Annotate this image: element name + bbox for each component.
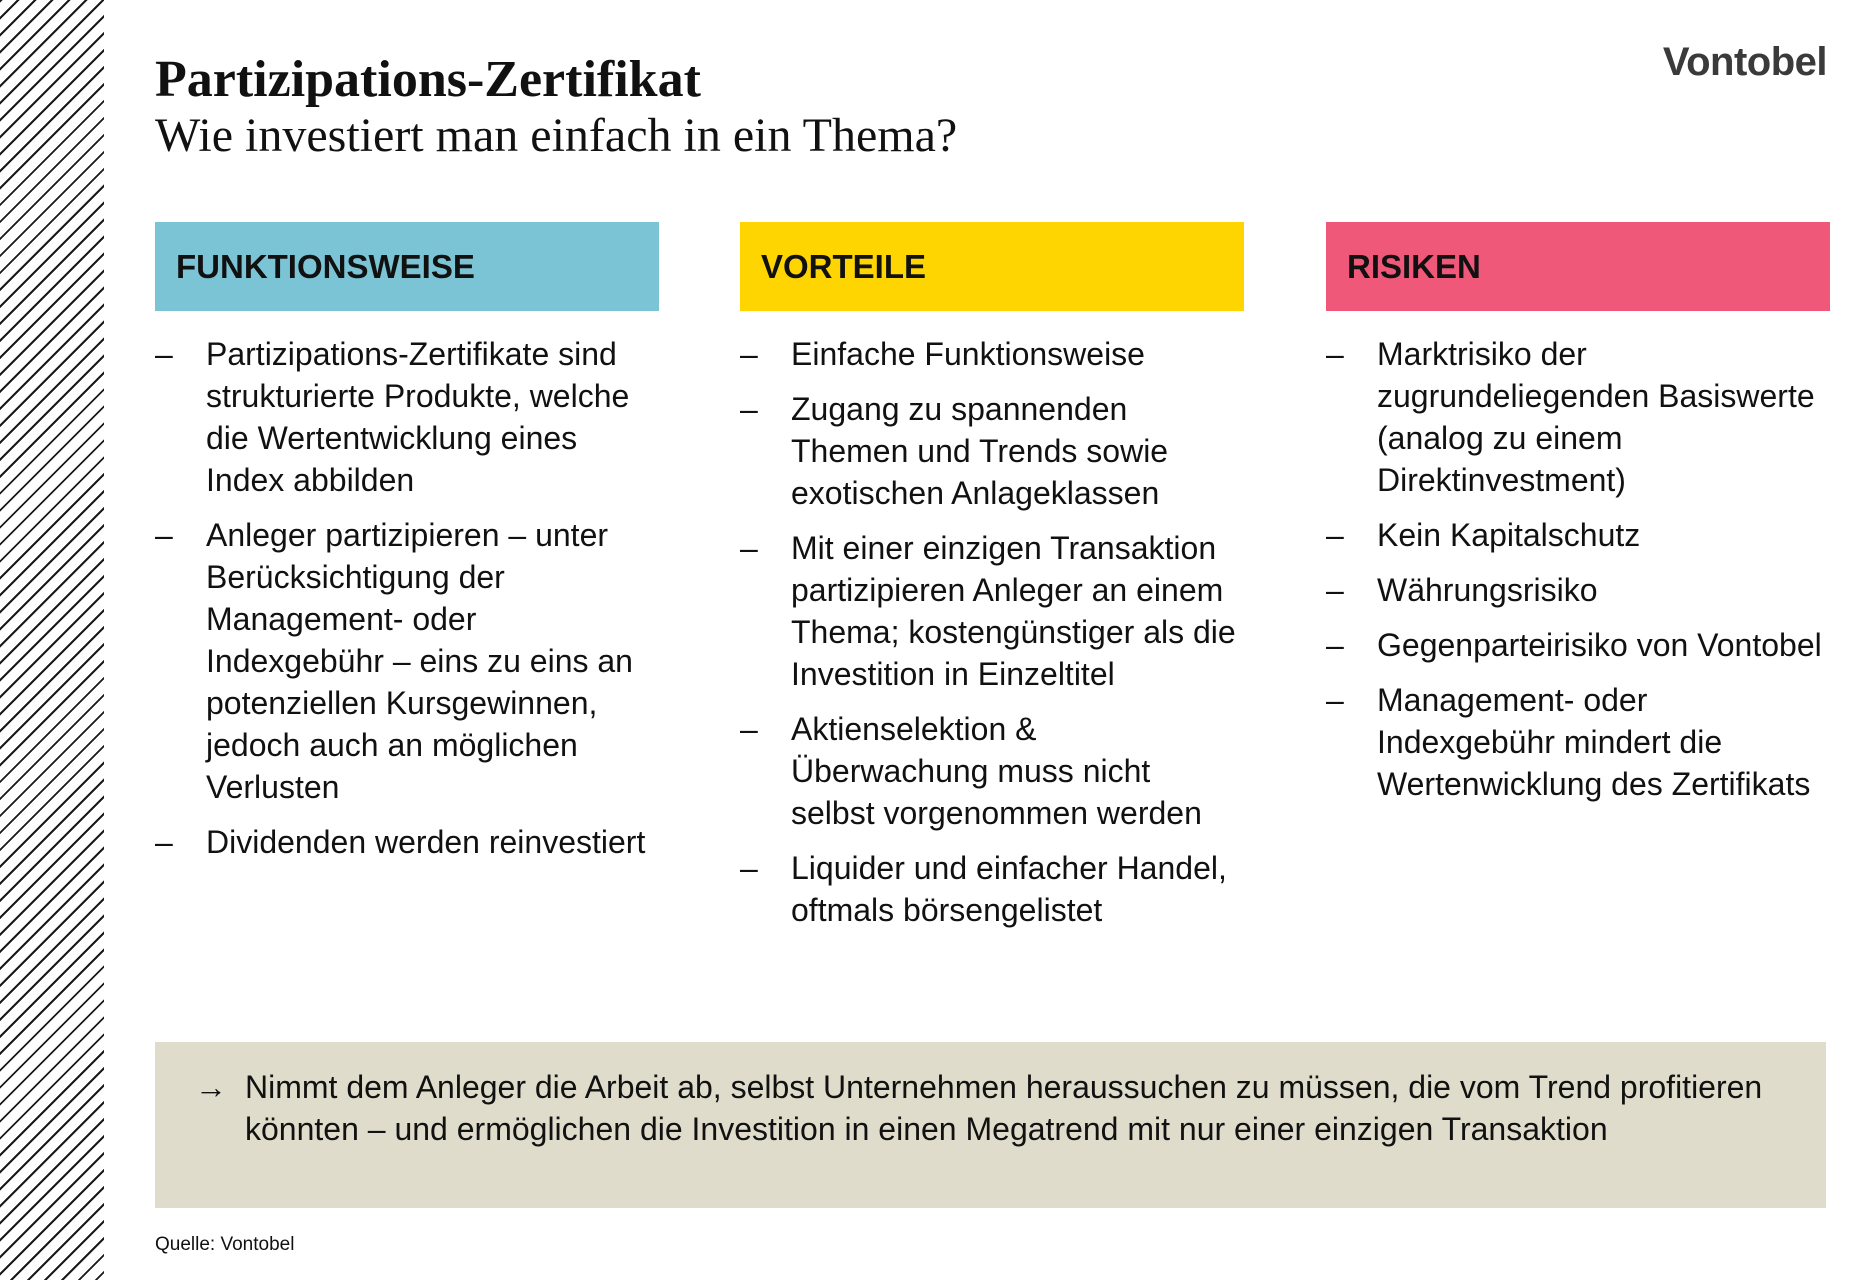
slide-title: Partizipations-Zertifikat	[155, 51, 701, 108]
dash-bullet: –	[1326, 682, 1344, 718]
list-item-text: Liquider und einfacher Handel, oftmals börsengelistet	[791, 850, 1227, 928]
dash-bullet: –	[740, 711, 758, 747]
list-item-text: Mit einer einzigen Transaktion partizipieren Anleger an einem Thema; kostengünstiger als die Investition in Einzeltitel	[791, 530, 1236, 692]
hatched-side-strip	[0, 0, 104, 1280]
column-heading	[1326, 222, 1830, 311]
column-heading	[155, 222, 659, 311]
dash-bullet: –	[1326, 336, 1344, 372]
list-item	[740, 388, 1244, 514]
list-item	[1326, 569, 1830, 611]
list-item	[155, 333, 659, 501]
list-item	[740, 333, 1244, 375]
column-heading-text: FUNKTIONSWEISE	[176, 247, 475, 285]
dash-bullet: –	[1326, 517, 1344, 553]
list-item-text: Partizipations-Zertifikate sind strukturierte Produkte, welche die Wertentwicklung eines Index abbilden	[206, 336, 630, 498]
list-item	[740, 708, 1244, 834]
vontobel-logo: Vontobel	[1662, 40, 1827, 84]
summary-note-box	[155, 1042, 1826, 1208]
summary-note-text: Nimmt dem Anleger die Arbeit ab, selbst Unternehmen heraussuchen zu müssen, die vom Trend profitieren könnten – und ermöglichen die Investition in einen Megatrend mit nur einer einzigen Transaktion	[245, 1069, 1763, 1147]
list-item-text: Währungsrisiko	[1377, 572, 1598, 608]
dash-bullet: –	[740, 850, 758, 886]
list-item	[1326, 333, 1830, 501]
dash-bullet: –	[740, 391, 758, 427]
dash-bullet: –	[740, 336, 758, 372]
column-heading-text: VORTEILE	[761, 247, 927, 285]
dash-bullet: –	[155, 336, 173, 372]
list-item-text: Anleger partizipieren – unter Berücksichtigung der Management- oder Indexgebühr – eins zu eins an potenziellen Kursgewinnen, jedoch auch an möglichen Verlusten	[206, 517, 633, 805]
dash-bullet: –	[1326, 572, 1344, 608]
source-footnote: Quelle: Vontobel	[155, 1234, 295, 1255]
list-item	[740, 527, 1244, 695]
summary-note-row	[195, 1066, 1786, 1150]
list-item	[1326, 624, 1830, 666]
arrow-right-icon: →	[195, 1069, 227, 1105]
column-risiken	[1326, 222, 1830, 818]
bullet-list	[155, 333, 659, 863]
list-item-text: Zugang zu spannenden Themen und Trends sowie exotischen Anlageklassen	[791, 391, 1169, 511]
column-heading-text: RISIKEN	[1347, 247, 1481, 285]
list-item	[1326, 514, 1830, 556]
bullet-list	[740, 333, 1244, 931]
list-item-text: Gegenparteirisiko von Vontobel	[1377, 627, 1822, 663]
dash-bullet: –	[155, 517, 173, 553]
list-item	[155, 821, 659, 863]
bullet-list	[1326, 333, 1830, 805]
dash-bullet: –	[740, 530, 758, 566]
list-item-text: Aktienselektion & Überwachung muss nicht selbst vorgenommen werden	[791, 711, 1202, 831]
column-funktionsweise	[155, 222, 659, 876]
slide-subtitle: Wie investiert man einfach in ein Thema?	[155, 109, 958, 162]
dash-bullet: –	[1326, 627, 1344, 663]
column-heading	[740, 222, 1244, 311]
list-item-text: Dividenden werden reinvestiert	[206, 824, 646, 860]
dash-bullet: –	[155, 824, 173, 860]
list-item	[1326, 679, 1830, 805]
list-item-text: Management- oder Indexgebühr mindert die Wertenwicklung des Zertifikats	[1377, 682, 1811, 802]
list-item-text: Einfache Funktionsweise	[791, 336, 1145, 372]
list-item-text: Marktrisiko der zugrundeliegenden Basiswerte (analog zu einem Direktinvestment)	[1377, 336, 1815, 498]
list-item-text: Kein Kapitalschutz	[1377, 517, 1641, 553]
list-item	[155, 514, 659, 808]
list-item	[740, 847, 1244, 931]
column-vorteile	[740, 222, 1244, 944]
